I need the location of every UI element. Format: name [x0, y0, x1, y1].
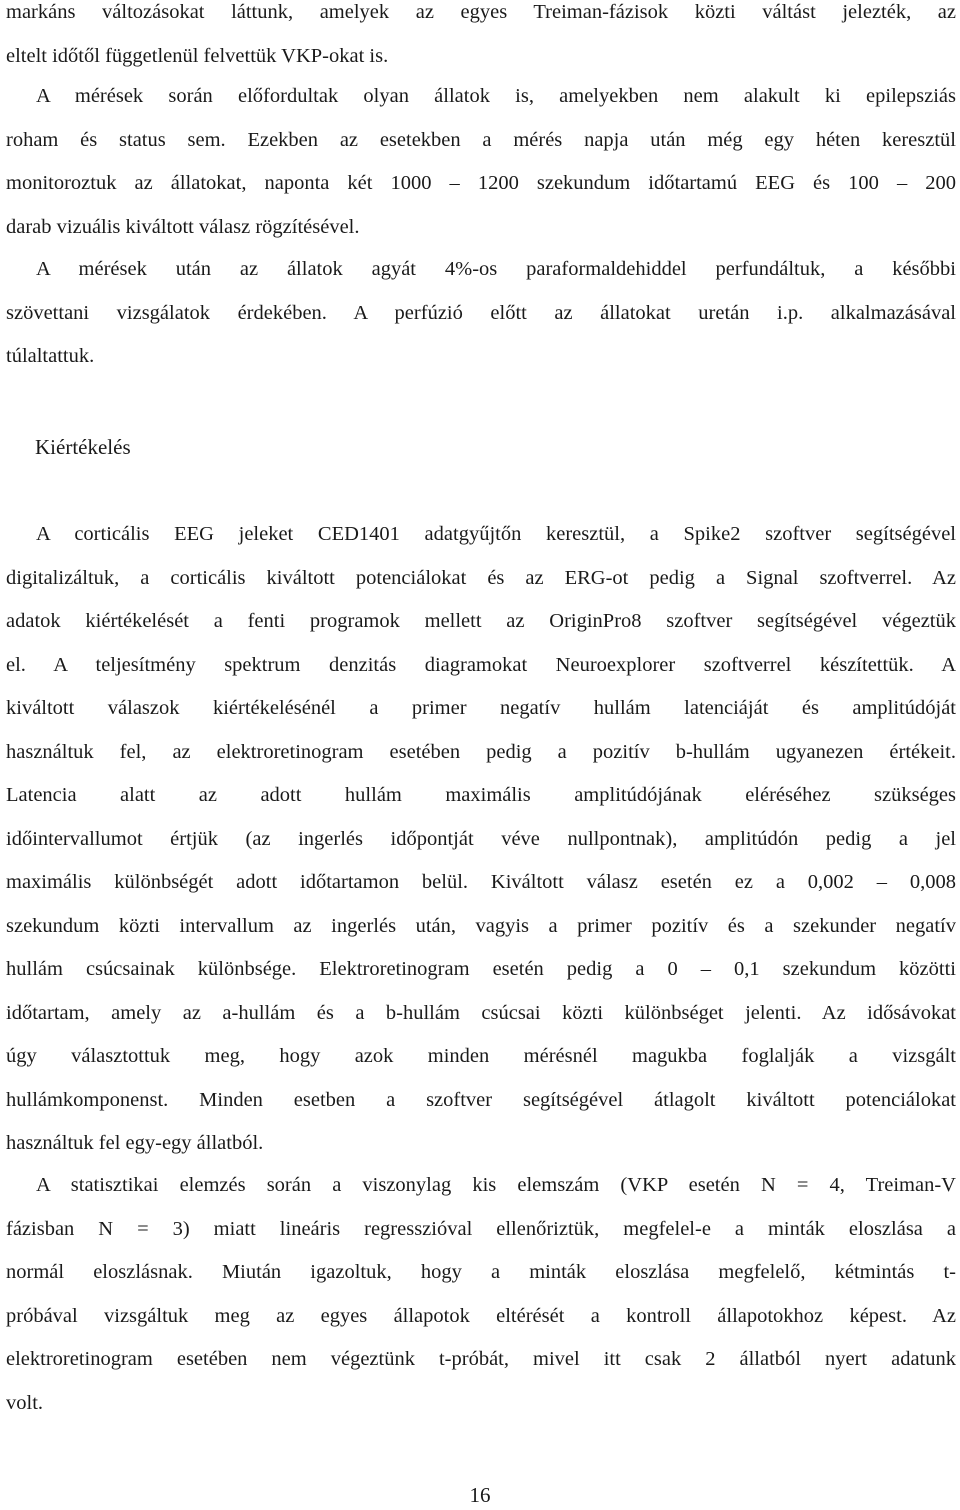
paragraph-statistics	[6, 1164, 956, 1425]
text-line: roham és status sem. Ezekben az esetekben a mérés napja után még egy héten keresztül	[6, 128, 956, 151]
text-line: használtuk fel, az elektroretinogram esetében pedig a pozitív b-hullám ugyanezen értékeit.	[6, 740, 956, 763]
text-line: próbával vizsgáltuk meg az egyes állapotok eltérését a kontroll állapotokhoz képest. Az	[6, 1304, 956, 1327]
page-number: 16	[469, 1483, 491, 1507]
text-line: eltelt időtől függetlenül felvettük VKP-okat is.	[6, 44, 389, 67]
section-heading: Kiértékelés	[35, 435, 131, 459]
text-line: A statisztikai elemzés során a viszonylag kis elemszám (VKP esetén N = 4, Treiman-V	[36, 1174, 956, 1196]
text-line: elektroretinogram esetében nem végeztünk t-próbát, mivel itt csak 2 állatból nyert adatunk	[6, 1348, 956, 1370]
text-line: maximális különbségét adott időtartamon belül. Kiváltott válasz esetén ez a 0,002 – 0,008	[6, 871, 956, 893]
text-line: adatok kiértékelését a fenti programok mellett az OriginPro8 szoftver segítségével végeztük	[6, 610, 956, 632]
text-line: A mérések után az állatok agyát 4%-os paraformaldehiddel perfundáltuk, a későbbi	[36, 258, 956, 280]
text-line: hullám csúcsainak különbsége. Elektroretinogram esetén pedig a 0 – 0,1 szekundum közötti	[6, 958, 956, 980]
text-line: kiváltott válaszok kiértékelésénél a primer negatív hullám latenciáját és amplitúdóját	[6, 697, 956, 719]
text-line: hullámkomponenst. Minden esetben a szoftver segítségével átlagolt kiváltott potenciálokat	[6, 1088, 956, 1111]
text-line: A mérések során előfordultak olyan állatok is, amelyekben nem alakult ki epilepsziás	[36, 85, 956, 107]
text-line: úgy választottuk meg, hogy azok minden mérésnél magukba foglalják a vizsgált	[6, 1045, 956, 1067]
text-line: el. A teljesítmény spektrum denzitás diagramokat Neuroexplorer szoftverrel készítettük. A	[6, 653, 956, 676]
paragraph-perfusion	[6, 248, 956, 379]
paragraph-continuation	[6, 0, 956, 78]
text-line: volt.	[6, 1391, 44, 1414]
paragraph-no-seizure	[6, 75, 956, 249]
text-line: A corticális EEG jeleket CED1401 adatgyűjtőn keresztül, a Spike2 szoftver segítségével	[36, 523, 956, 545]
text-line: normál eloszlásnak. Miután igazoltuk, hogy a minták eloszlása megfelelő, kétmintás t-	[6, 1261, 956, 1283]
text-line: túlaltattuk.	[6, 345, 95, 367]
text-line: szekundum közti intervallum az ingerlés után, vagyis a primer pozitív és a szekunder negatív	[6, 914, 956, 937]
text-line: digitalizáltuk, a corticális kiváltott potenciálokat és az ERG-ot pedig a Signal szoftverrel. Az	[6, 566, 956, 589]
text-line: darab vizuális kiváltott válasz rögzítésével.	[6, 215, 360, 238]
text-line: szövettani vizsgálatok érdekében. A perfúzió előtt az állatokat uretán i.p. alkalmazásával	[6, 301, 956, 324]
text-line: használtuk fel egy-egy állatból.	[6, 1132, 264, 1154]
text-line: monitoroztuk az állatokat, naponta két 1000 – 1200 szekundum időtartamú EEG és 100 – 200	[6, 172, 956, 194]
text-line: fázisban N = 3) miatt lineáris regresszióval ellenőriztük, megfelel-e a minták eloszlása a	[6, 1217, 956, 1240]
text-line: markáns változásokat láttunk, amelyek az egyes Treiman-fázisok közti váltást jelezték, az	[6, 1, 956, 23]
paragraph-evaluation	[6, 513, 956, 1166]
text-line: időtartam, amely az a-hullám és a b-hullám csúcsai közti különbséget jelenti. Az idősávokat	[6, 1001, 956, 1024]
text-line: Latencia alatt az adott hullám maximális amplitúdójának eléréséhez szükséges	[6, 784, 956, 806]
text-line: időintervallumot értjük (az ingerlés időpontját véve nullpontnak), amplitúdón pedig a jel	[6, 827, 956, 850]
